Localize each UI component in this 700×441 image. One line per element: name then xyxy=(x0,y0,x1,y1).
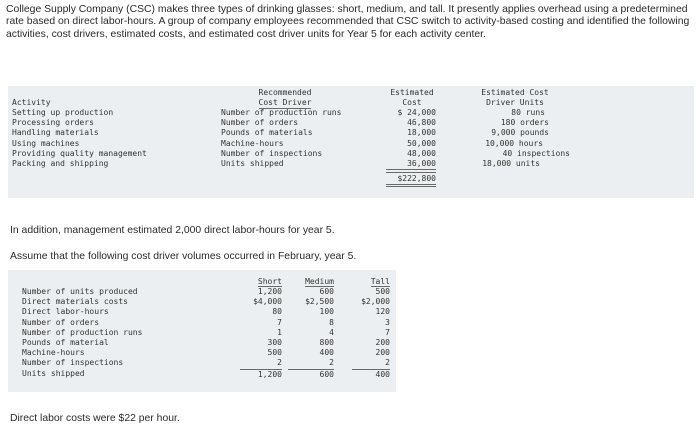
volume-table xyxy=(8,270,396,392)
table-row: Units shipped xyxy=(22,368,85,378)
medium-header: Medium xyxy=(305,277,334,286)
table-row: Direct materials costs xyxy=(22,297,128,307)
table-row: Packing and shipping xyxy=(12,159,109,169)
table-row: Using machines xyxy=(12,138,80,148)
cost-header: Estimated Cost xyxy=(390,88,434,108)
labor-hours-note: In addition, management estimated 2,000 direct labor-hours for year 5. xyxy=(10,225,335,236)
tall-header: Tall xyxy=(370,277,390,286)
table-row: Direct labor-hours xyxy=(22,307,109,317)
driver-header: Recommended Cost Driver xyxy=(220,88,350,109)
table-row: Handling materials xyxy=(12,128,99,138)
activity-table xyxy=(8,86,694,198)
driver-column: Number of production runs Number of orders Pounds of materials Machine-hours Number of inspections Units shipped xyxy=(221,108,342,169)
activity-header: Activity xyxy=(12,98,51,107)
intro-paragraph: College Supply Company (CSC) makes three types of drinking glasses: short, medium, and tall. It presently applies overhead using a predetermined rate based on direct labor-hours. A group of company employees recommended that CSC switch to activity-based costing and identified the following activities, cost drivers, estimated costs, and estimated cost driver units for Year 5 for each activity center. xyxy=(6,4,690,40)
table-row: Number of units produced xyxy=(22,287,138,296)
table-row: Number of orders xyxy=(22,317,100,327)
volume-intro-note: Assume that the following cost driver volumes occurred in February, year 5. xyxy=(10,251,357,262)
table-row: Setting up production xyxy=(12,108,114,117)
short-header: Short xyxy=(257,277,282,286)
table-row: Number of inspections xyxy=(22,358,124,368)
labor-cost-note: Direct labor costs were $22 per hour. xyxy=(10,413,180,424)
short-column: 1,200 $4,000 80 7 1 300 500 2 1,200 xyxy=(240,287,282,380)
table-row: Pounds of material xyxy=(22,338,109,348)
activity-column xyxy=(12,108,212,169)
medium-column: 600 $2,500 100 8 4 800 400 2 600 xyxy=(288,287,334,380)
units-header: Estimated Cost Driver Units xyxy=(481,88,549,108)
cost-column: $ 24,000 46,800 18,000 50,000 48,000 36,000 $222,800 xyxy=(386,108,436,187)
units-column: 80 runs 180 orders 9,000 pounds 10,000 hours 40 inspections 18,000 units xyxy=(482,108,570,169)
total-cost: $222,800 xyxy=(386,172,436,187)
volume-label-column xyxy=(22,287,222,379)
table-row: Providing quality management xyxy=(12,148,147,158)
table-row: Processing orders xyxy=(12,118,94,128)
tall-column: 500 $2,000 120 3 7 200 200 2 400 xyxy=(352,287,390,380)
table-row: Machine-hours xyxy=(22,348,85,358)
table-row: Number of production runs xyxy=(22,327,143,337)
